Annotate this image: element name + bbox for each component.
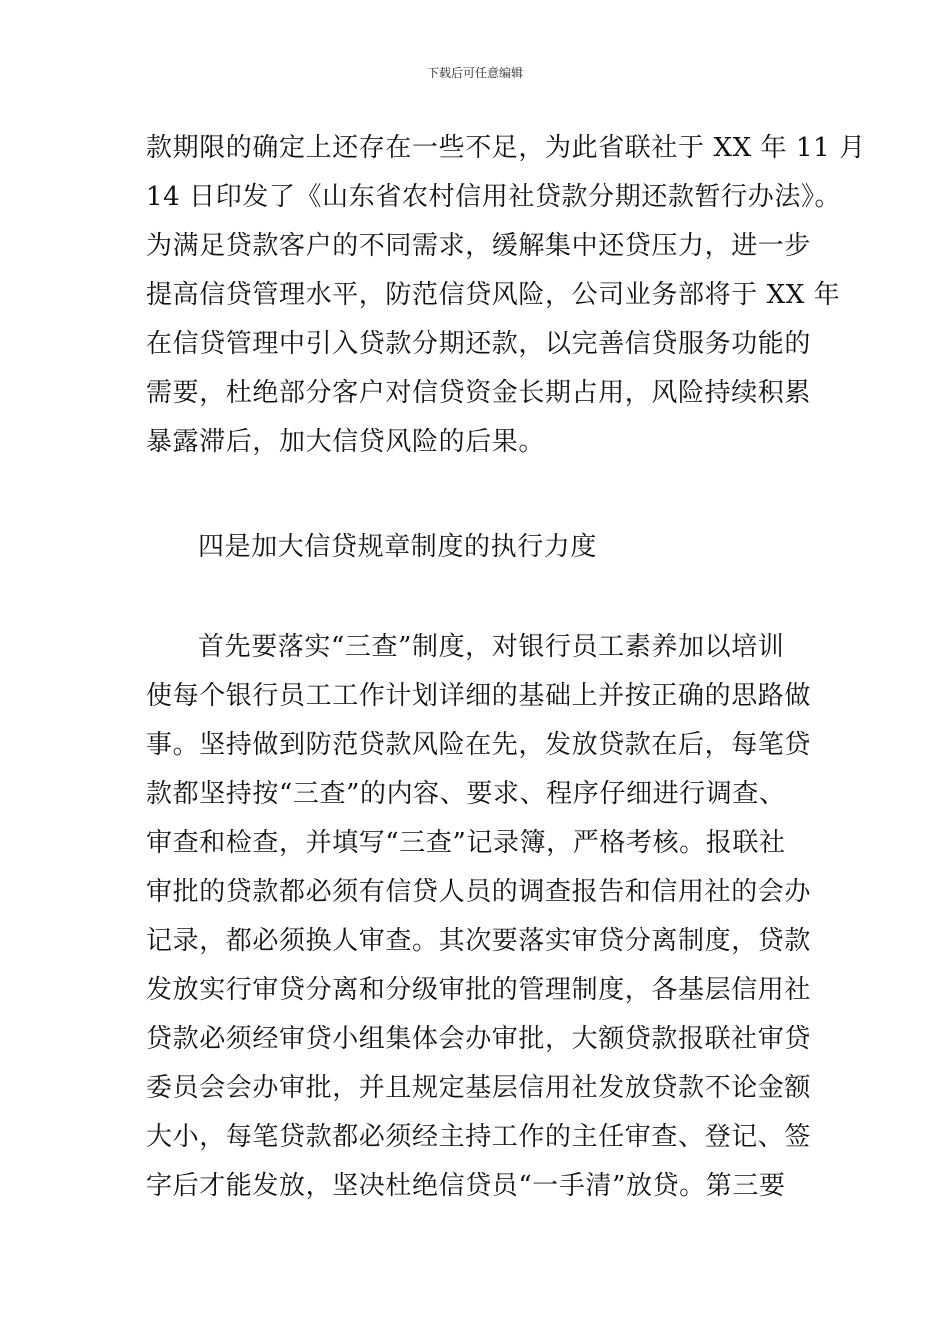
text-line-17: 贷款必须经审贷小组集体会办审批，大额贷款报联社审贷 — [146, 1024, 812, 1054]
text-line-20: 字后才能发放，坚决杜绝信贷员“一手清”放贷。第三要 — [146, 1171, 786, 1201]
text-line-1: 款期限的确定上还存在一些不足，为此省联社于 XX 年 11 月 — [146, 133, 866, 163]
text-line-15: 记录，都必须换人审查。其次要落实审贷分离制度，贷款 — [146, 926, 812, 956]
paragraph-first-line: 首先要落实“三查”制度，对银行员工素养加以培训 — [198, 632, 785, 662]
text-line-10: 使每个银行员工工作计划详细的基础上并按正确的思路做 — [146, 681, 812, 711]
text-line-6: 需要，杜绝部分客户对信贷资金长期占用，风险持续积累 — [146, 378, 812, 408]
text-line-4: 提高信贷管理水平，防范信贷风险，公司业务部将于 XX 年 — [146, 280, 841, 310]
text-line-12: 款都坚持按“三查”的内容、要求、程序仔细进行调查、 — [146, 779, 786, 809]
text-line-3: 为满足贷款客户的不同需求，缓解集中还贷压力，进一步 — [146, 231, 812, 261]
text-line-19: 大小，每笔贷款都必须经主持工作的主任审查、登记、签 — [146, 1122, 812, 1152]
text-line-5: 在信贷管理中引入贷款分期还款，以完善信贷服务功能的 — [146, 329, 812, 359]
text-line-2: 14 日印发了《山东省农村信用社贷款分期还款暂行办法》。 — [146, 182, 842, 212]
text-line-16: 发放实行审贷分离和分级审批的管理制度，各基层信用社 — [146, 975, 812, 1005]
text-line-18: 委员会会办审批，并且规定基层信用社发放贷款不论金额 — [146, 1073, 812, 1103]
text-line-13: 审查和检查，并填写“三查”记录簿，严格考核。报联社 — [146, 828, 786, 858]
text-line-11: 事。坚持做到防范贷款风险在先，发放贷款在后，每笔贷 — [146, 730, 812, 760]
text-line-7: 暴露滞后，加大信贷风险的后果。 — [146, 427, 546, 457]
page-header: 下载后可任意编辑 — [426, 66, 523, 80]
text-line-14: 审批的贷款都必须有信贷人员的调查报告和信用社的会办 — [146, 877, 812, 907]
section-heading: 四是加大信贷规章制度的执行力度 — [198, 532, 598, 562]
